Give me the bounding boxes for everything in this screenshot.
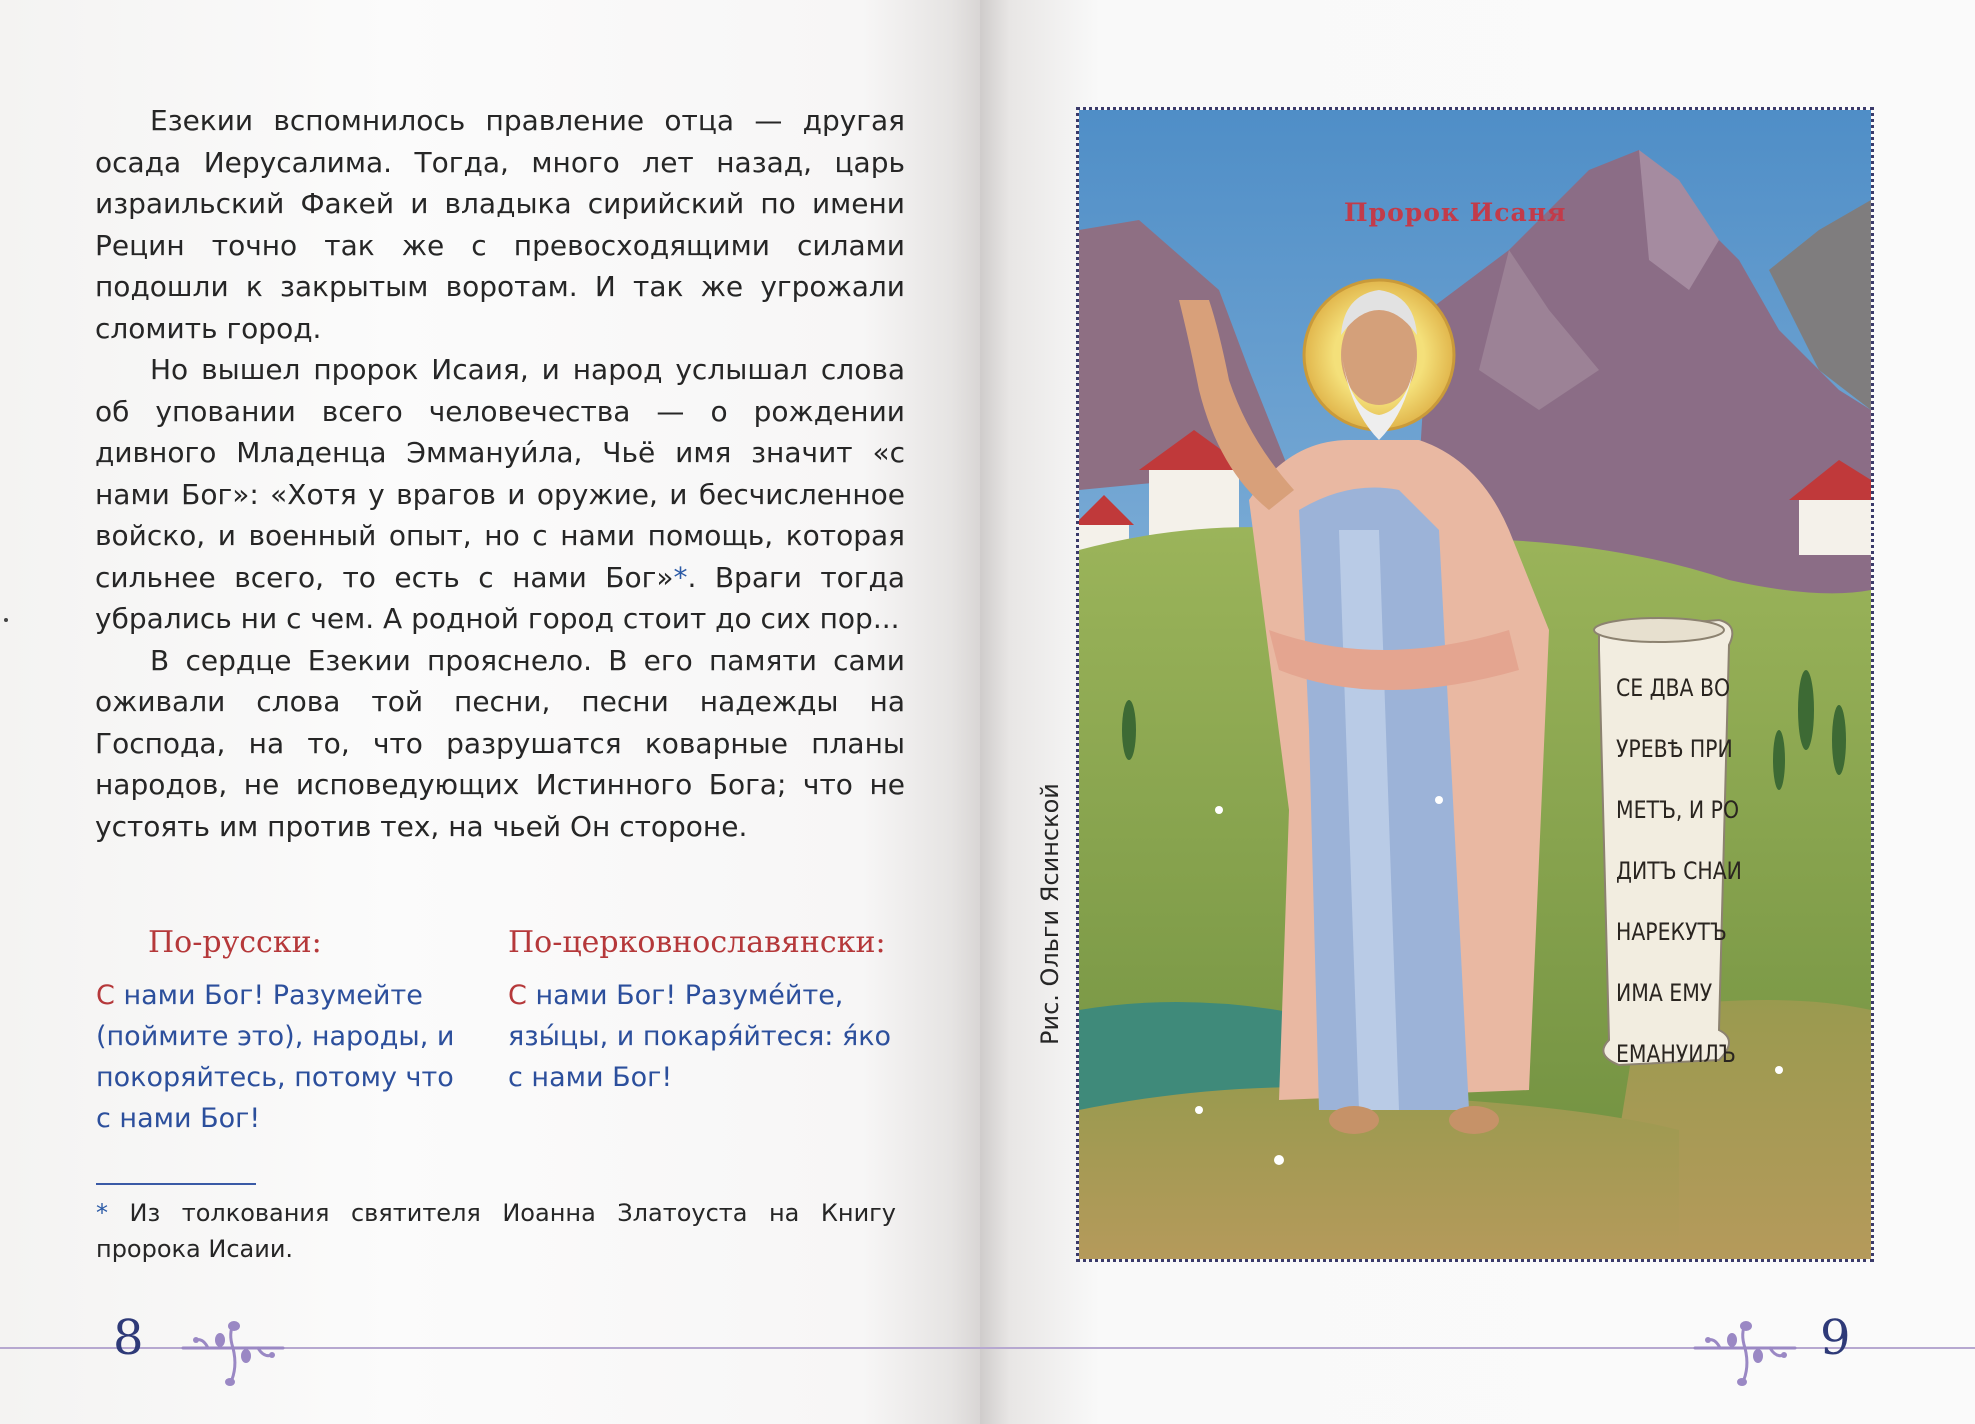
russian-verse [96, 975, 466, 1139]
floral-ornament-icon [1690, 1318, 1800, 1388]
paragraph-2-text: Но вышел пророк Исаия, и народ услышал слова об уповании всего человечества — о рождении дивного Младенца Эммануи́ла, Чьё имя значит «с нами Бог»: «Хотя у врагов и оружие, и бесчисленное войско, и военный опыт, но с нами помощь, которая сильнее всего, то есть с нами Бог» [95, 353, 905, 594]
page-number-left: 8 [113, 1310, 144, 1366]
footnote-text: Из толкования святителя Иоанна Златоуста на Книгу пророка Исаии. [96, 1199, 896, 1263]
illustration-painting [1079, 110, 1871, 1259]
page-number-right: 9 [1820, 1310, 1851, 1366]
prophet-isaiah-illustration [1076, 107, 1874, 1262]
scan-speck [4, 618, 8, 622]
illustration-title: Пророк Исаня [1344, 198, 1567, 227]
main-text [95, 100, 905, 847]
paragraph-3: В сердце Езекии прояснело. В его памяти сами оживали слова той песни, песни надежды на Господа, на то, что разрушатся коварные планы народов, не исповедующих Истинного Бога; что не устоять им против тех, на чьей Он стороне. [95, 643, 905, 843]
scroll-line: ДИТЪ СНАИ [1616, 857, 1742, 885]
scroll-line: НАРЕКУТЪ [1616, 918, 1727, 946]
floral-ornament-icon [178, 1318, 288, 1388]
slavonic-verse [508, 975, 908, 1098]
footnote [96, 1195, 896, 1267]
scroll-line: СЕ ДВА ВО [1616, 674, 1731, 702]
footnote-ref: * [673, 560, 688, 594]
illustration-credit: Рис. Ольги Ясинской [1036, 783, 1064, 1045]
slavonic-initial: С [508, 980, 527, 1011]
scroll-line: МЕТЪ, И РО [1616, 796, 1740, 824]
footnote-marker: * [96, 1199, 108, 1227]
russian-heading: По-русски: [148, 925, 322, 960]
bottom-rule-left [0, 1347, 980, 1349]
scroll-line: ИМА ЕМУ [1616, 979, 1713, 1007]
footnote-rule [96, 1183, 256, 1185]
paragraph-2 [95, 349, 905, 640]
scroll-line: УРЕВѢ ПРИ [1616, 735, 1733, 763]
russian-initial: С [96, 980, 115, 1011]
paragraph-2-tail: . Враги тогда убрались ни с чем. А родной город стоит до сих пор... [95, 560, 905, 635]
paragraph-1: Езекии вспомнилось правление отца — другая осада Иерусалима. Тогда, много лет назад, царь израильский Факей и владыка сирийский по имени Рецин точно так же с превосходящими силами подошли к закрытым воротам. И так же угрожали сломить город. [95, 104, 905, 345]
left-page [0, 0, 980, 1424]
slavonic-verse-text: нами Бог! Разуме́йте, язы́цы, и покаря́йтеся: я́ко с нами Бог! [508, 980, 892, 1093]
slavonic-heading: По-церковнославянски: [508, 925, 886, 960]
russian-verse-text: нами Бог! Разумейте (поймите это), народы, и покоряйтесь, потому что с нами Бог! [96, 980, 455, 1134]
scroll-inscription [1616, 658, 1742, 1085]
scroll-line: ЕМАНУИЛЪ [1616, 1040, 1736, 1068]
